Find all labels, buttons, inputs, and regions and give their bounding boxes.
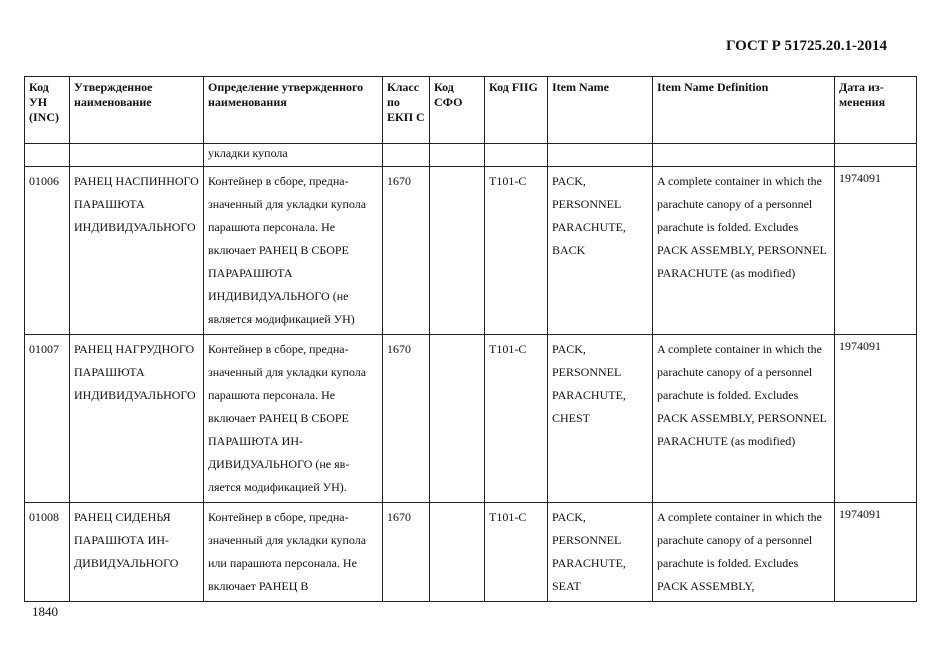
table-row: [25, 503, 917, 602]
header-code: Код УН (INC): [25, 77, 70, 144]
header-fiig-code: Код FIIG: [485, 77, 548, 144]
continuation-row: [25, 144, 917, 167]
catalog-table: [24, 76, 917, 602]
cell-name: РАНЕЦ НАГРУДНОГО ПАРАШЮТА ИНДИВИДУАЛЬНОГО: [70, 335, 204, 503]
cell-definition: Контейнер в сборе, предназначенный для укладки купола парашюта персонала. Не включает РАНЕЦ В СБОРЕ ПАРАРАШЮТА ИНДИВИДУАЛЬНОГО (не является модификацией УН): [204, 167, 383, 335]
cell-item-name: PACK, PERSONNEL PARACHUTE, BACK: [548, 167, 653, 335]
header-change-date: Дата изменения: [835, 77, 917, 144]
cell-name: РАНЕЦ НАСПИННОГО ПАРАШЮТА ИНДИВИДУАЛЬНОГО: [70, 167, 204, 335]
cell-name: РАНЕЦ СИДЕНЬЯ ПАРАШЮТА ИНДИВИДУАЛЬНОГО: [70, 503, 204, 602]
cell-class: 1670: [383, 167, 430, 335]
cell-item-definition: A complete container in which the parachute canopy of a personnel parachute is folded. Excludes PACK ASSEMBLY, PERSONNEL PARACHUTE (as modified): [653, 335, 835, 503]
cell-sfo: [430, 503, 485, 602]
header-item-definition: Item Name Definition: [653, 77, 835, 144]
cell-code: 01006: [25, 167, 70, 335]
cell-class: 1670: [383, 503, 430, 602]
header-item-name: Item Name: [548, 77, 653, 144]
cell-class: 1670: [383, 335, 430, 503]
cell-fiig: T101-C: [485, 503, 548, 602]
header-row: [25, 77, 917, 144]
cell-sfo: [430, 167, 485, 335]
header-ekps-class: Класс по ЕКП С: [383, 77, 430, 144]
cell-item-definition: A complete container in which the parachute canopy of a personnel parachute is folded. Excludes PACK ASSEMBLY, PERSONNEL PARACHUTE (as modified): [653, 167, 835, 335]
header-approved-name: Утвержденное наименование: [70, 77, 204, 144]
header-sfo-code: Код СФО: [430, 77, 485, 144]
cell-item-definition: A complete container in which the parachute canopy of a personnel parachute is folded. Excludes PACK ASSEMBLY,: [653, 503, 835, 602]
cell-code: 01008: [25, 503, 70, 602]
cell-date: 1974091: [835, 335, 917, 503]
cell-date: 1974091: [835, 167, 917, 335]
cell-fiig: T101-C: [485, 167, 548, 335]
continuation-definition: укладки купола: [204, 144, 383, 167]
document-id: ГОСТ Р 51725.20.1-2014: [725, 38, 887, 54]
cell-definition: Контейнер в сборе, предназначенный для укладки купола или парашюта персонала. Не включает РАНЕЦ В: [204, 503, 383, 602]
cell-code: 01007: [25, 335, 70, 503]
cell-item-name: PACK, PERSONNEL PARACHUTE, SEAT: [548, 503, 653, 602]
cell-item-name: PACK, PERSONNEL PARACHUTE, CHEST: [548, 335, 653, 503]
cell-date: 1974091: [835, 503, 917, 602]
table-row: [25, 167, 917, 335]
cell-definition: Контейнер в сборе, предназначенный для укладки купола парашюта персонала. Не включает РАНЕЦ В СБОРЕ ПАРАШЮТА ИНДИВИДУАЛЬНОГО (не является модификацией УН).: [204, 335, 383, 503]
page-number: 1840: [32, 604, 58, 619]
cell-fiig: T101-C: [485, 335, 548, 503]
cell-sfo: [430, 335, 485, 503]
table-row: [25, 335, 917, 503]
header-definition: Определение утвержденного наименования: [204, 77, 383, 144]
